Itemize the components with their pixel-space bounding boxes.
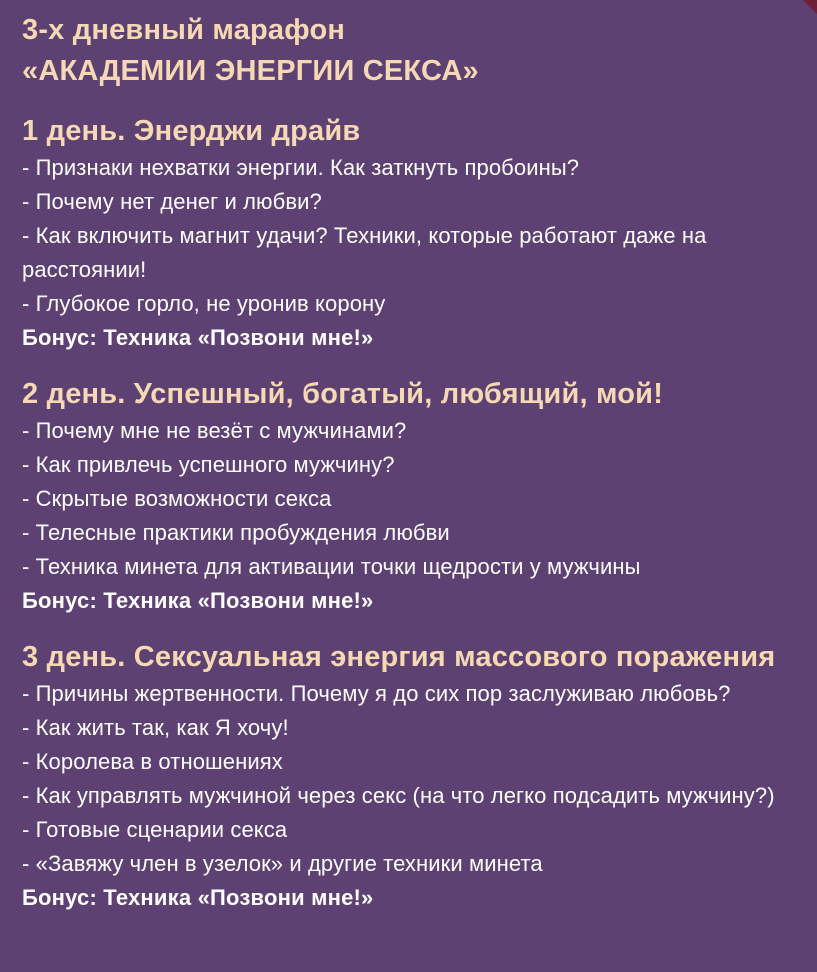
topic-item: - Глубокое горло, не уронив корону: [22, 291, 386, 316]
topic-item: - Готовые сценарии секса: [22, 817, 288, 842]
day-2-section: [22, 375, 795, 618]
poster-title: [22, 10, 795, 92]
corner-accent-shape: [803, 0, 817, 14]
topic-item: - Как включить магнит удачи? Техники, которые работают даже на расстоянии!: [22, 223, 707, 282]
topic-item: - Почему мне не везёт с мужчинами?: [22, 418, 407, 443]
day-1-section: [22, 112, 795, 355]
day-3-bonus: Бонус: Техника «Позвони мне!»: [22, 885, 374, 910]
topic-item: - Телесные практики пробуждения любви: [22, 520, 450, 545]
day-1-bonus: Бонус: Техника «Позвони мне!»: [22, 325, 374, 350]
topic-item: - Причины жертвенности. Почему я до сих пор заслуживаю любовь?: [22, 681, 731, 706]
day-1-heading: 1 день. Энерджи драйв: [22, 115, 361, 147]
day-3-section: [22, 638, 795, 915]
topic-item: - Королева в отношениях: [22, 749, 283, 774]
poster-title-line2: «АКАДЕМИИ ЭНЕРГИИ СЕКСА»: [22, 55, 479, 87]
topic-item: - Техника минета для активации точки щедрости у мужчины: [22, 554, 641, 579]
day-3-heading: 3 день. Сексуальная энергия массового поражения: [22, 641, 776, 673]
topic-item: - Как управлять мужчиной через секс (на что легко подсадить мужчину?): [22, 783, 775, 808]
topic-item: - Как привлечь успешного мужчину?: [22, 452, 395, 477]
topic-item: - Признаки нехватки энергии. Как заткнуть пробоины?: [22, 155, 580, 180]
day-1-topic-list: [22, 151, 795, 321]
poster-title-line1: 3-х дневный марафон: [22, 14, 346, 46]
day-3-topic-list: [22, 677, 795, 881]
day-2-bonus: Бонус: Техника «Позвони мне!»: [22, 588, 374, 613]
topic-item: - Скрытые возможности секса: [22, 486, 332, 511]
topic-item: - «Завяжу член в узелок» и другие техники минета: [22, 851, 543, 876]
topic-item: - Почему нет денег и любви?: [22, 189, 322, 214]
day-2-heading: 2 день. Успешный, богатый, любящий, мой!: [22, 378, 664, 410]
topic-item: - Как жить так, как Я хочу!: [22, 715, 289, 740]
day-2-topic-list: [22, 414, 795, 584]
